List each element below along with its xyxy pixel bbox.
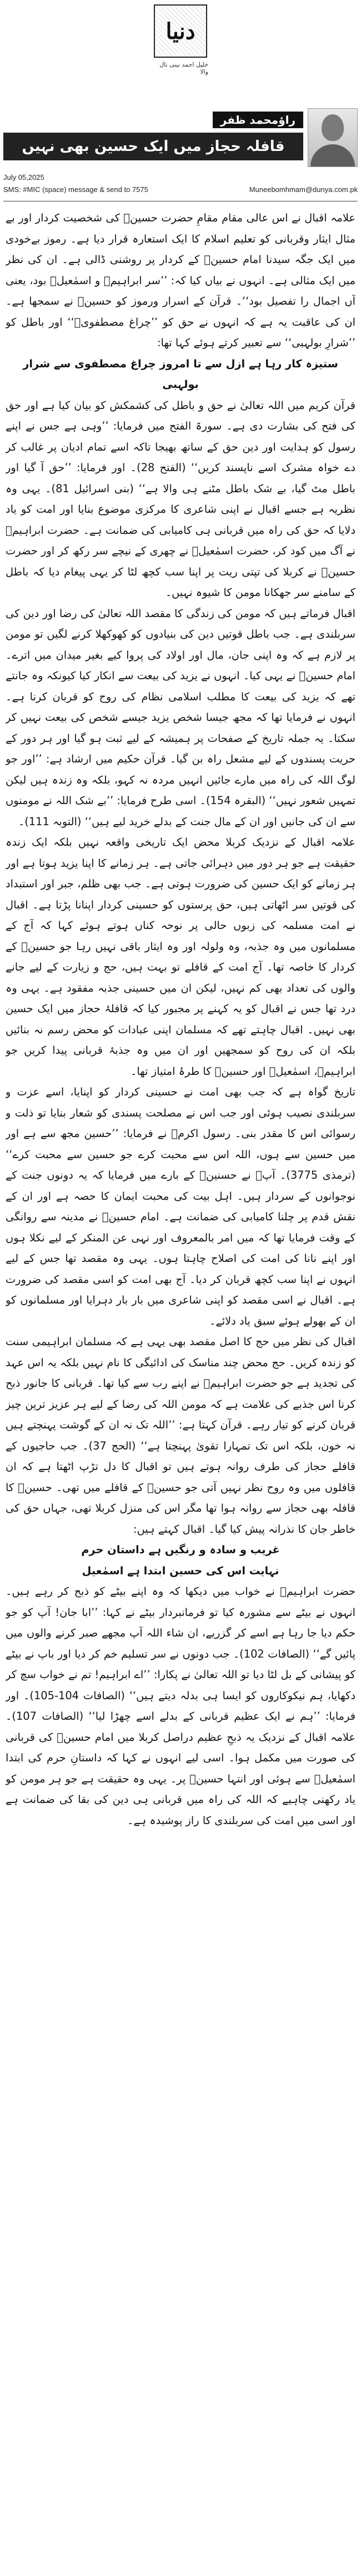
author-photo-head-icon: [322, 114, 344, 141]
logo-wordmark: دنیا: [166, 18, 195, 44]
newspaper-logo: [153, 4, 208, 88]
byline-bar: [0, 108, 361, 169]
verse: ستیزہ کار رہا ہے ازل سے تا امروز چراغ مصطفوی سے شرار بولہبی: [23, 357, 338, 391]
paragraph: اقبال کی نظر میں حج کا اصل مقصد بھی یہی ہے کہ مسلمان ابراہیمی سنت کو زندہ کریں۔ حج محض چند مناسک کی ادائیگی کا نام نہیں بلکہ یہ اس عہد کی تجدید ہے جو حضرت ابراہیمؑ نے اپنے رب سے کیا تھا۔ قربانی کا جانور ذبح کرنا اس جذبے کی علامت ہے کہ مومن اللہ کی رضا کے لیے ہر عزیز ترین چیز قربان کرنے کو تیار رہے۔ قرآن کہتا ہے: ’’اللہ تک نہ ان کے گوشت پہنچتے ہیں نہ خون، بلکہ اس تک تمہارا تقویٰ پہنچتا ہے‘‘ (الحج 37)۔ جب حاجیوں کے قافلے حجاز کی طرف روانہ ہوتے ہیں تو اقبال کا دل تڑپ اٹھتا ہے کہ ان قافلوں میں وہ روح نظر نہیں آتی جو حسینؓ کے قافلے میں تھی۔ حسینؓ کا قافلہ بھی حجاز سے روانہ ہوا تھا مگر اس کی منزل کربلا تھی، جہاں حق کی خاطر جان کا نذرانہ پیش کیا گیا۔ اقبال کہتے ہیں:: [6, 1335, 355, 1536]
author-photo-body-icon: [310, 144, 355, 166]
publish-date: July 05,2025: [3, 173, 44, 181]
author-photo: [308, 108, 358, 167]
sms-instructions: SMS: #MIC (space) message & send to 7575: [3, 185, 148, 194]
logo-subtitle: خلیل احمد نینی تال والا: [159, 61, 208, 75]
article-body: [6, 208, 355, 2573]
paragraph: تاریخ گواہ ہے کہ جب بھی امت نے حسینی کردار کو اپنایا، اسے عزت و سربلندی نصیب ہوئی اور جب اس نے مصلحت پسندی کو شعار بنایا تو ذلت و رسوائی اس کا مقدر بنی۔ رسول اکرمؐ نے فرمایا: ’’حسین مجھ سے ہے اور میں حسین سے ہوں، اللہ اس سے محبت کرے جو حسین سے محبت کرے‘‘ (ترمذی 3775)۔ آپؐ نے حسنینؓ کے بارے میں فرمایا کہ یہ دونوں جنت کے نوجوانوں کے سردار ہیں۔ اہل بیت کی محبت ایمان کا حصہ ہے اور ان کے نقش قدم پر چلنا کامیابی کی ضمانت ہے۔ امام حسینؓ نے مدینہ سے روانگی کے وقت فرمایا تھا کہ میں امر بالمعروف اور نہی عن المنکر کے لیے نکلا ہوں اور اپنے نانا کی امت کی اصلاح چاہتا ہوں۔ یہی وہ مقصد تھا جس کے لیے انہوں نے اپنا سب کچھ قربان کر دیا۔ آج بھی امت کو اسی مقصد کی ضرورت ہے۔ اقبال نے اسی مقصد کو اپنی شاعری میں بار بار دہرایا اور مسلمانوں کو ان کے بھولے ہوئے سبق یاد دلائے۔: [6, 1085, 355, 1327]
masthead: [0, 0, 361, 100]
article-title: قافلہ حجاز میں ایک حسین بھی نہیں: [3, 133, 303, 160]
logo-emblem-icon: [154, 4, 207, 58]
poem-couplet: غریب و سادہ و رنگیں ہے داستان حرم نہایت اس کی حسین ابتدا ہے اسمٰعیل: [81, 1543, 280, 1577]
paragraph: قرآن کریم میں اللہ تعالیٰ نے حق و باطل کی کشمکش کو بیان کیا ہے اور حق کی فتح کی بشارت دی ہے۔ سورۃ الفتح میں فرمایا: ’’وہی ہے جس نے اپنے رسول کو ہدایت اور دین حق کے ساتھ بھیجا تاکہ اسے تمام ادیان پر غالب کر دے خواہ مشرک اسے ناپسند کریں‘‘ (الفتح 28)۔ اور فرمایا: ’’حق آ گیا اور باطل مٹ گیا، بے شک باطل مٹنے ہی والا ہے‘‘ (بنی اسرائیل 81)۔ یہی وہ نظریہ ہے جسے اقبال نے اپنی شاعری کا مرکزی موضوع بنایا اور امت کو یاد دلایا کہ حق کی راہ میں قربانی ہی کامیابی کی ضمانت ہے۔ حضرت ابراہیمؑ نے آگ میں کود کر، حضرت اسمٰعیلؑ نے چھری کے نیچے سر رکھ کر اور حضرت حسینؓ نے کربلا کی تپتی ریت پر اپنا سب کچھ لٹا کر یہی پیغام دیا کہ باطل کے سامنے سر جھکانا مومن کا شیوہ نہیں۔: [6, 398, 355, 599]
author-name: راؤمحمد ظفر: [213, 112, 303, 128]
paragraph: علامہ اقبال نے اس عالی مقام مقامِ حضرت حسینؓ کی شخصیت کردار اور بے مثال ایثار وقربانی کو تعلیم اسلام کا ایک استعارہ قرار دیا ہے۔ رموز بےخودی میں ایک جگہ سیدنا امام حسینؓ کے کردار پر روشنی ڈالی ہے۔ ان کی نظر میں ایک مثالی ہے۔ انہوں نے بیاں کیا کہ: ’’سر ابراہیمؑ و اسمٰعیلؑ بود، یعنی آں اجمال را تفصیل بود‘‘۔ قرآن کے اسرار ورموز کو حسینؓ نے سمجھا ہے۔ ان کی عاقبت یہ ہے کہ انہوں نے حق کو ’’چراغ مصطفویؐ‘‘ اور باطل کو ’’شرارِ بولہبی‘‘ سے تعبیر کرتے ہوئے کہا تھا:: [6, 211, 355, 349]
paragraph: حضرت ابراہیمؑ نے خواب میں دیکھا کہ وہ اپنے بیٹے کو ذبح کر رہے ہیں۔ انہوں نے بیٹے سے مشورہ کیا تو فرمانبردار بیٹے نے کہا: ’’ابا جان! آپ کو جو حکم دیا جا رہا ہے اسے کر گزریے، ان شاء اللہ آپ مجھے صبر کرنے والوں میں پائیں گے‘‘ (الصافات 102)۔ جب دونوں نے سر تسلیم خم کر دیا اور باپ نے بیٹے کو پیشانی کے بل لٹا دیا تو اللہ تعالیٰ نے پکارا: ’’اے ابراہیم! تم نے خواب سچ کر دکھایا، ہم نیکوکاروں کو ایسا ہی بدلہ دیتے ہیں‘‘ (الصافات 104-105)۔ اور فرمایا: ’’ہم نے ایک عظیم قربانی کے بدلے اسے چھڑا لیا‘‘ (الصافات 107)۔ علامہ اقبال کے نزدیک یہ ذبحِ عظیم دراصل کربلا میں امام حسینؓ کی قربانی کی صورت میں مکمل ہوا۔ اسی لیے انہوں نے کہا کہ داستانِ حرم کی ابتدا اسمٰعیلؑ سے ہوئی اور انتہا حسینؓ پر۔ یہی وہ حقیقت ہے جو ہر مومن کو یاد رکھنی چاہیے کہ اللہ کی راہ میں قربانی ہی دین کی بقا کی ضمانت ہے اور اسی میں امت کی سربلندی کا راز پوشیدہ ہے۔: [6, 1585, 355, 1827]
paragraph: اقبال فرماتے ہیں کہ مومن کی زندگی کا مقصد اللہ تعالیٰ کی رضا اور دین کی سربلندی ہے۔ جب باطل قوتیں دین کی بنیادوں کو کھوکھلا کرنے لگیں تو مومن پر لازم ہے کہ وہ اپنی جان، مال اور اولاد کی پروا کیے بغیر میدان میں اترے۔ امام حسینؓ نے یہی کیا۔ انہوں نے یزید کی بیعت سے انکار کیا کیونکہ وہ جانتے تھے کہ یزید کی بیعت کا مطلب اسلامی نظام کی روح کو قربان کرنا ہے۔ انہوں نے فرمایا تھا کہ مجھ جیسا شخص یزید جیسے شخص کی بیعت نہیں کر سکتا۔ یہ جملہ تاریخ کے صفحات پر ہمیشہ کے لیے ثبت ہو گیا اور ہر دور کے حریت پسندوں کے لیے مشعل راہ بن گیا۔ قرآن حکیم میں ارشاد ہے: ’’اور جو لوگ اللہ کی راہ میں مارے جائیں انہیں مردہ نہ کہو، بلکہ وہ زندہ ہیں لیکن تمہیں شعور نہیں‘‘ (البقرہ 154)۔ اسی طرح فرمایا: ’’بے شک اللہ نے مومنوں سے ان کی جانیں اور ان کے مال جنت کے بدلے خرید لیے ہیں‘‘ (التوبہ 111)۔: [6, 607, 355, 828]
author-email[interactable]: Muneebomhmam@dunya.com.pk: [249, 185, 358, 194]
paragraph: علامہ اقبال کے نزدیک کربلا محض ایک تاریخی واقعہ نہیں بلکہ ایک زندہ حقیقت ہے جو ہر دور میں دہرائی جاتی ہے۔ ہر زمانے کا اپنا یزید ہوتا ہے اور ہر زمانے کو ایک حسین کی ضرورت ہوتی ہے۔ جب بھی ظلم، جبر اور استبداد کی قوتیں سر اٹھاتی ہیں، حق پرستوں کو حسینی کردار اپنانا پڑتا ہے۔ اقبال نے امت مسلمہ کی زبوں حالی پر نوحہ کناں ہوتے ہوئے کہا کہ آج کے مسلمانوں میں وہ جذبہ، وہ ولولہ اور وہ ایثار باقی نہیں رہا جو حسینؓ کے کردار کا خاصہ تھا۔ آج امت کے قافلے تو بہت ہیں، حج و زیارت کے لیے جانے والوں کی تعداد بھی کم نہیں، لیکن ان میں حسینی جذبہ مفقود ہے۔ یہی وہ درد تھا جس نے اقبال کو یہ کہنے پر مجبور کیا کہ قافلۂ حجاز میں ایک حسین بھی نہیں۔ اقبال چاہتے تھے کہ مسلمان اپنی عبادات کو محض رسم نہ بنائیں بلکہ ان کی روح کو سمجھیں اور ان میں وہ جذبۂ قربانی پیدا کریں جو ابراہیمؑ، اسمٰعیلؑ اور حسینؓ کا طرۂ امتیاز تھا۔: [6, 836, 355, 1078]
meta-row: [3, 173, 358, 201]
